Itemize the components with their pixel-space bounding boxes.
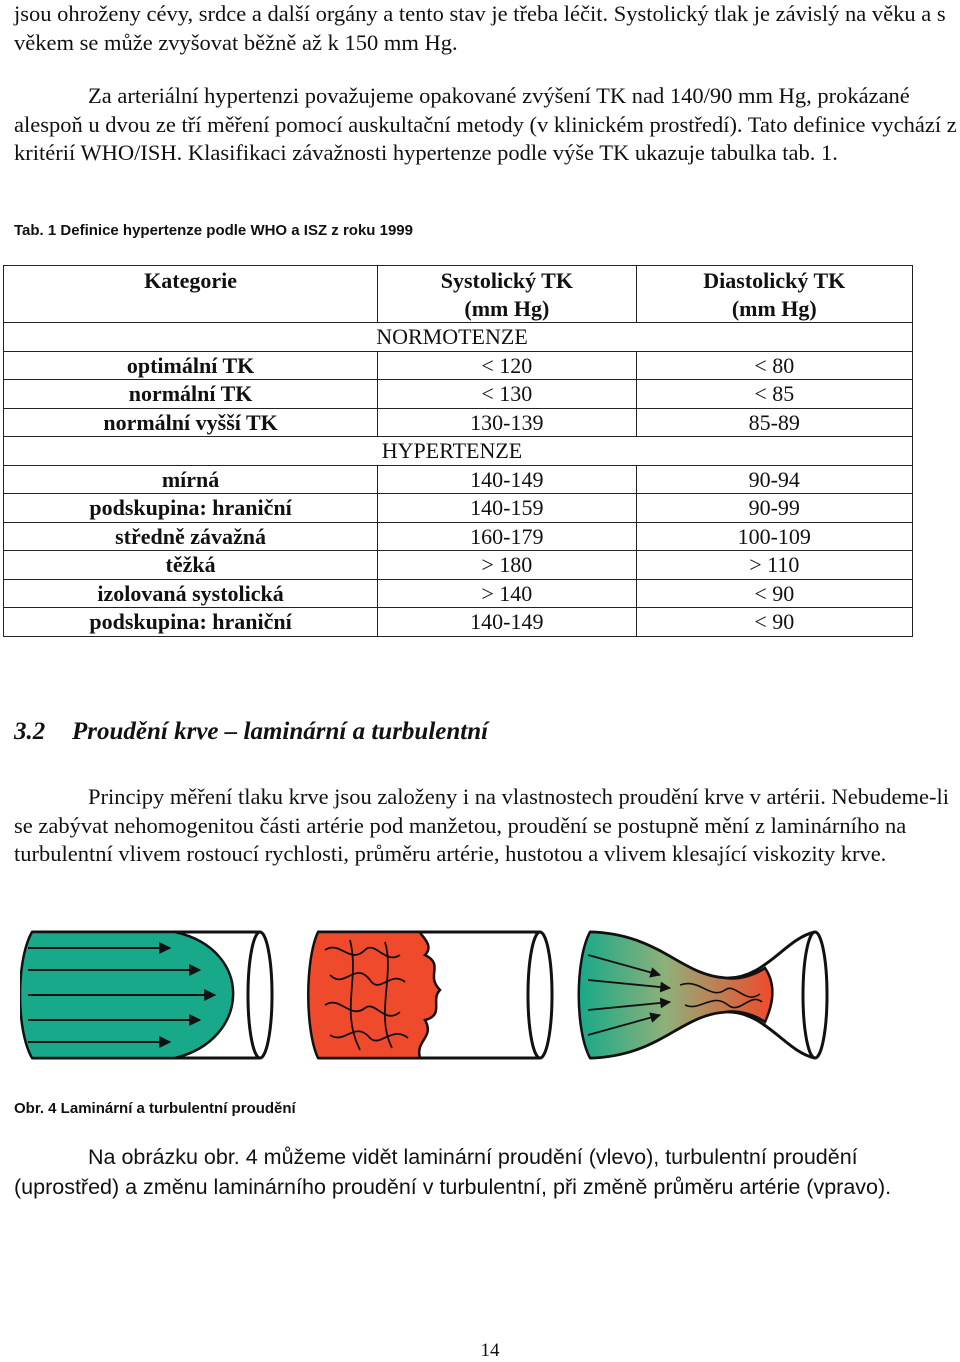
cell-diastolic: 100-109 <box>636 522 912 551</box>
intro-paragraph-2-text: Za arteriální hypertenzi považujeme opakované zvýšení TK nad 140/90 mm Hg, prokázané alespoň u dvou ze tří měření pomocí auskultační metody (v klinickém prostředí). Tato definice vychází z kritérií WHO/ISH. Klasifikaci závažnosti hypertenze podle výše TK ukazuje tabulka tab. 1. <box>14 83 957 165</box>
turbulent-flow-tube <box>308 932 552 1058</box>
header-diastolic-line1: Diastolický TK <box>703 268 846 293</box>
section-number: 3.2 <box>14 718 46 745</box>
cell-category: mírná <box>4 465 378 494</box>
cell-systolic: 140-159 <box>378 494 636 523</box>
section-hypertenze-label: HYPERTENZE <box>381 438 523 463</box>
cell-category: normální vyšší TK <box>4 408 378 437</box>
cell-systolic: 130-139 <box>378 408 636 437</box>
cell-systolic: 140-149 <box>378 608 636 637</box>
cell-diastolic: 90-99 <box>636 494 912 523</box>
table-caption: Tab. 1 Definice hypertenze podle WHO a ISZ z roku 1999 <box>14 222 413 239</box>
section-hypertenze-cell <box>4 437 913 466</box>
table-row <box>4 579 913 608</box>
section-normotenze-label: NORMOTENZE <box>376 324 528 349</box>
closing-paragraph-text: Na obrázku obr. 4 můžeme vidět laminární proudění (vlevo), turbulentní proudění (uprostřed) a změnu laminárního proudění v turbulentní, při změně průměru artérie (vpravo). <box>14 1145 892 1199</box>
header-systolic <box>378 266 636 323</box>
table-row <box>4 522 913 551</box>
closing-paragraph <box>14 1142 960 1202</box>
section-normotenze-cell <box>4 323 913 352</box>
intro-paragraph-2 <box>14 82 960 168</box>
laminar-flow-tube <box>20 932 272 1058</box>
cell-systolic: < 120 <box>378 351 636 380</box>
page-number: 14 <box>480 1340 500 1361</box>
table-row <box>4 380 913 409</box>
table-row <box>4 494 913 523</box>
cell-diastolic: 90-94 <box>636 465 912 494</box>
cell-diastolic: < 80 <box>636 351 912 380</box>
table-row <box>4 465 913 494</box>
cell-category: středně závažná <box>4 522 378 551</box>
header-systolic-line2: (mm Hg) <box>464 295 550 321</box>
cell-systolic: 160-179 <box>378 522 636 551</box>
cell-systolic: > 140 <box>378 579 636 608</box>
figure-caption: Obr. 4 Laminární a turbulentní proudění <box>14 1100 296 1117</box>
intro-paragraph-1-text: jsou ohroženy cévy, srdce a další orgány a tento stav je třeba léčit. Systolický tlak je závislý na věku a s věkem se může zvyšovat běžně až k 150 mm Hg. <box>14 1 946 55</box>
header-diastolic-line2: (mm Hg) <box>731 295 817 321</box>
section-heading <box>14 718 488 746</box>
header-systolic-line1: Systolický TK <box>440 268 573 293</box>
table-header-row <box>4 266 913 323</box>
cell-category: optimální TK <box>4 351 378 380</box>
section-row-normotenze <box>4 323 913 352</box>
table-row <box>4 608 913 637</box>
cell-diastolic: < 85 <box>636 380 912 409</box>
body-paragraph <box>14 783 960 869</box>
cell-category: podskupina: hraniční <box>4 494 378 523</box>
cell-diastolic: 85-89 <box>636 408 912 437</box>
intro-paragraph-1 <box>14 0 960 57</box>
header-category: Kategorie <box>4 266 378 323</box>
hypertenze-rows <box>4 465 913 636</box>
table-row <box>4 351 913 380</box>
header-diastolic <box>636 266 912 323</box>
cell-systolic: 140-149 <box>378 465 636 494</box>
normotenze-rows <box>4 351 913 437</box>
table-row <box>4 551 913 580</box>
transition-flow-tube <box>579 932 827 1058</box>
hypertension-table <box>3 265 913 637</box>
cell-category: podskupina: hraniční <box>4 608 378 637</box>
section-row-hypertenze <box>4 437 913 466</box>
cell-systolic: < 130 <box>378 380 636 409</box>
flow-illustration <box>20 920 830 1070</box>
table-row <box>4 408 913 437</box>
cell-category: izolovaná systolická <box>4 579 378 608</box>
cell-category: normální TK <box>4 380 378 409</box>
cell-diastolic: < 90 <box>636 608 912 637</box>
section-title: Proudění krve – laminární a turbulentní <box>72 718 489 745</box>
cell-systolic: > 180 <box>378 551 636 580</box>
cell-category: těžká <box>4 551 378 580</box>
cell-diastolic: < 90 <box>636 579 912 608</box>
cell-diastolic: > 110 <box>636 551 912 580</box>
body-paragraph-text: Principy měření tlaku krve jsou založeny i na vlastnostech proudění krve v artérii. Nebudeme-li se zabývat nehomogenitou části artérie pod manžetou, proudění se postupně mění z laminárního na turbulentní vlivem rostoucí rychlosti, průměru artérie, hustotou a vlivem klesající viskozity krve. <box>14 784 949 866</box>
